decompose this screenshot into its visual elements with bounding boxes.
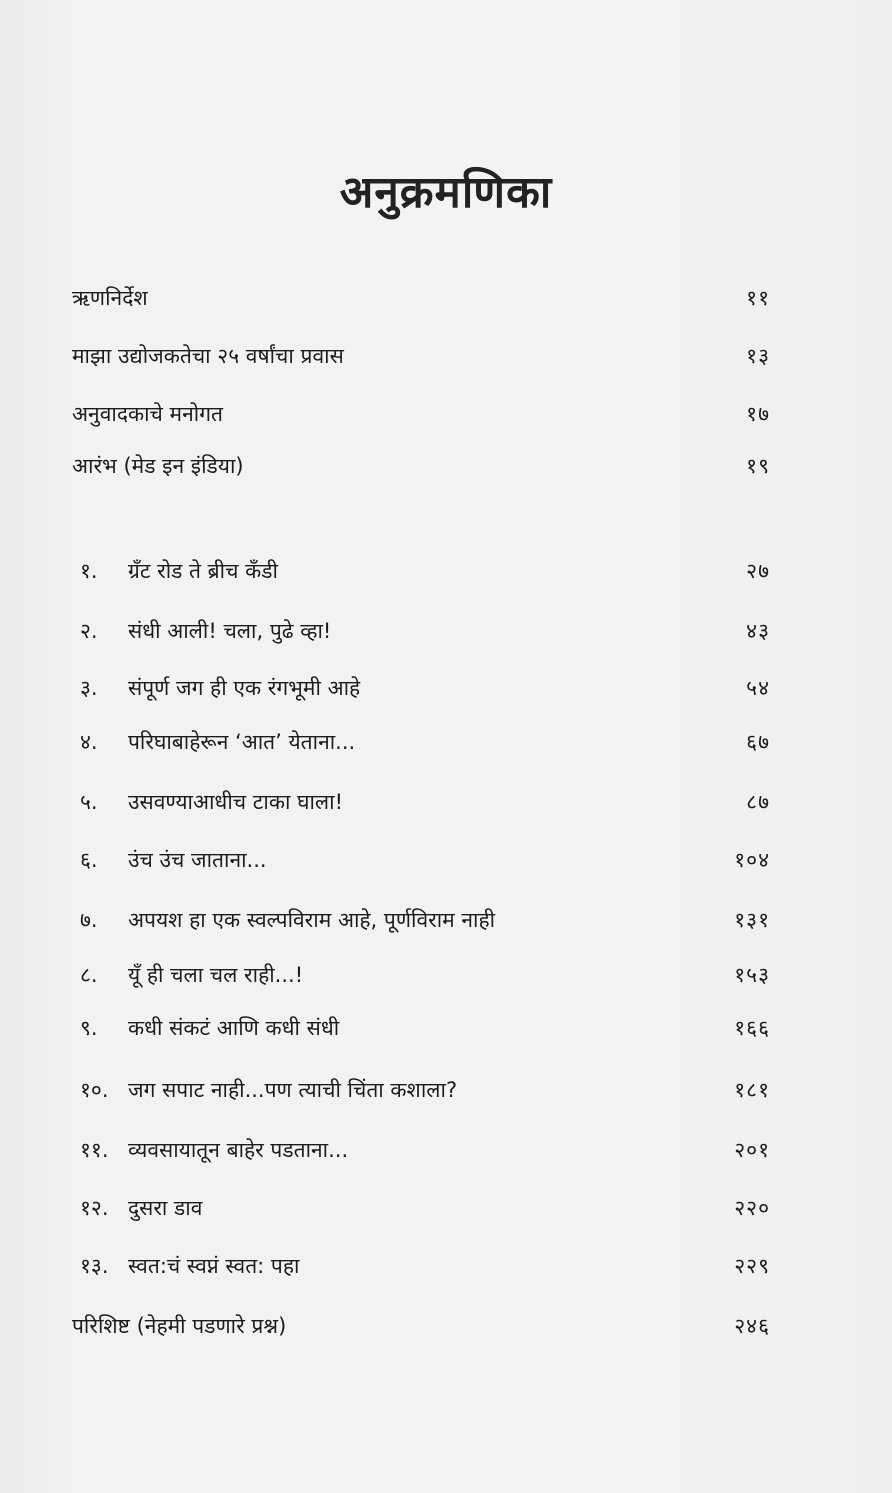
toc-entry-page: ८७: [746, 790, 770, 814]
toc-entry: [80, 840, 770, 880]
toc-entry-page: १३: [746, 344, 770, 368]
toc-entry-number: ९.: [80, 1016, 98, 1040]
toc-entry-title: ग्रँट रोड ते ब्रीच कँडी: [128, 559, 278, 583]
toc-entry-number: १३.: [80, 1254, 109, 1278]
toc-entry-number: २.: [80, 619, 98, 643]
toc-entry: [80, 722, 770, 762]
toc-entry-title: संधी आली! चला, पुढे व्हा!: [128, 619, 332, 643]
toc-entry-title: परिघाबाहेरून ‘आत’ येताना...: [128, 730, 356, 754]
toc-entry-number: ४.: [80, 730, 98, 754]
toc-entry-title: अनुवादकाचे मनोगत: [72, 402, 223, 426]
toc-entry: [80, 668, 770, 708]
toc-entry-title: उंच उंच जाताना...: [128, 848, 267, 872]
toc-entry: [80, 551, 770, 591]
toc-entry-page: १८१: [734, 1078, 770, 1102]
toc-entry-title: दुसरा डाव: [128, 1196, 203, 1220]
toc-entry: [72, 336, 770, 376]
toc-entry: [80, 900, 770, 940]
toc-entry-title: परिशिष्ट (नेहमी पडणारे प्रश्न): [72, 1314, 287, 1338]
toc-entry-number: ५.: [80, 790, 98, 814]
toc-entry-page: २२९: [734, 1254, 770, 1278]
toc-entry-number: ११.: [80, 1138, 109, 1162]
toc-entry-title: संपूर्ण जग ही एक रंगभूमी आहे: [128, 676, 361, 700]
toc-entry-page: १०४: [734, 848, 770, 872]
toc-entry: [80, 611, 770, 651]
toc-entry-number: १०.: [80, 1078, 109, 1102]
toc-entry-title: व्यवसायातून बाहेर पडताना...: [128, 1138, 349, 1162]
toc-entry-title: ऋणनिर्देश: [72, 286, 148, 310]
toc-entry: [72, 1306, 770, 1346]
toc-entry-page: १७: [746, 402, 770, 426]
toc-entry-number: ३.: [80, 676, 98, 700]
toc-entry-number: १.: [80, 559, 98, 583]
toc-entry-number: १२.: [80, 1196, 109, 1220]
toc-entry: [80, 782, 770, 822]
toc-entry-title: यूँ ही चला चल राही...!: [128, 963, 304, 987]
toc-entry-page: २७: [746, 559, 770, 583]
toc-entry-page: ५४: [746, 676, 770, 700]
toc-entry-page: ११: [746, 286, 770, 310]
toc-entry-title: अपयश हा एक स्वल्पविराम आहे, पूर्णविराम नाही: [128, 908, 496, 932]
toc-entry: [80, 1246, 770, 1286]
toc-entry: [80, 1188, 770, 1228]
toc-entry-page: २२०: [734, 1196, 770, 1220]
toc-entry-number: ७.: [80, 908, 98, 932]
toc-entry-title: स्वत:चं स्वप्नं स्वत: पहा: [128, 1254, 300, 1278]
toc-entry-page: ४३: [746, 619, 770, 643]
toc-entry-page: १३१: [734, 908, 770, 932]
toc-entry-title: उसवण्याआधीच टाका घाला!: [128, 790, 344, 814]
toc-entry-page: १५३: [734, 963, 770, 987]
toc-entry-page: २०१: [734, 1138, 770, 1162]
toc-entry-page: १६६: [734, 1016, 770, 1040]
toc-entry-page: १९: [746, 454, 770, 478]
toc-entry: [80, 1070, 770, 1110]
toc-entry-title: जग सपाट नाही...पण त्याची चिंता कशाला?: [128, 1078, 458, 1102]
toc-entry: [72, 278, 770, 318]
toc-entry-title: माझा उद्योजकतेचा २५ वर्षांचा प्रवास: [72, 344, 344, 368]
toc-entry: [72, 394, 770, 434]
toc-entry-page: ६७: [746, 730, 770, 754]
toc-entry-number: ६.: [80, 848, 98, 872]
toc-entry: [80, 1008, 770, 1048]
toc-entry-number: ८.: [80, 963, 98, 987]
toc-entry: [72, 446, 770, 486]
page-title: अनुक्रमणिका: [339, 167, 553, 218]
toc-entry-title: कधी संकटं आणि कधी संधी: [128, 1016, 340, 1040]
toc-entry: [80, 955, 770, 995]
toc-entry-page: २४६: [734, 1314, 770, 1338]
toc-entry: [80, 1130, 770, 1170]
toc-entry-title: आरंभ (मेड इन इंडिया): [72, 454, 244, 478]
